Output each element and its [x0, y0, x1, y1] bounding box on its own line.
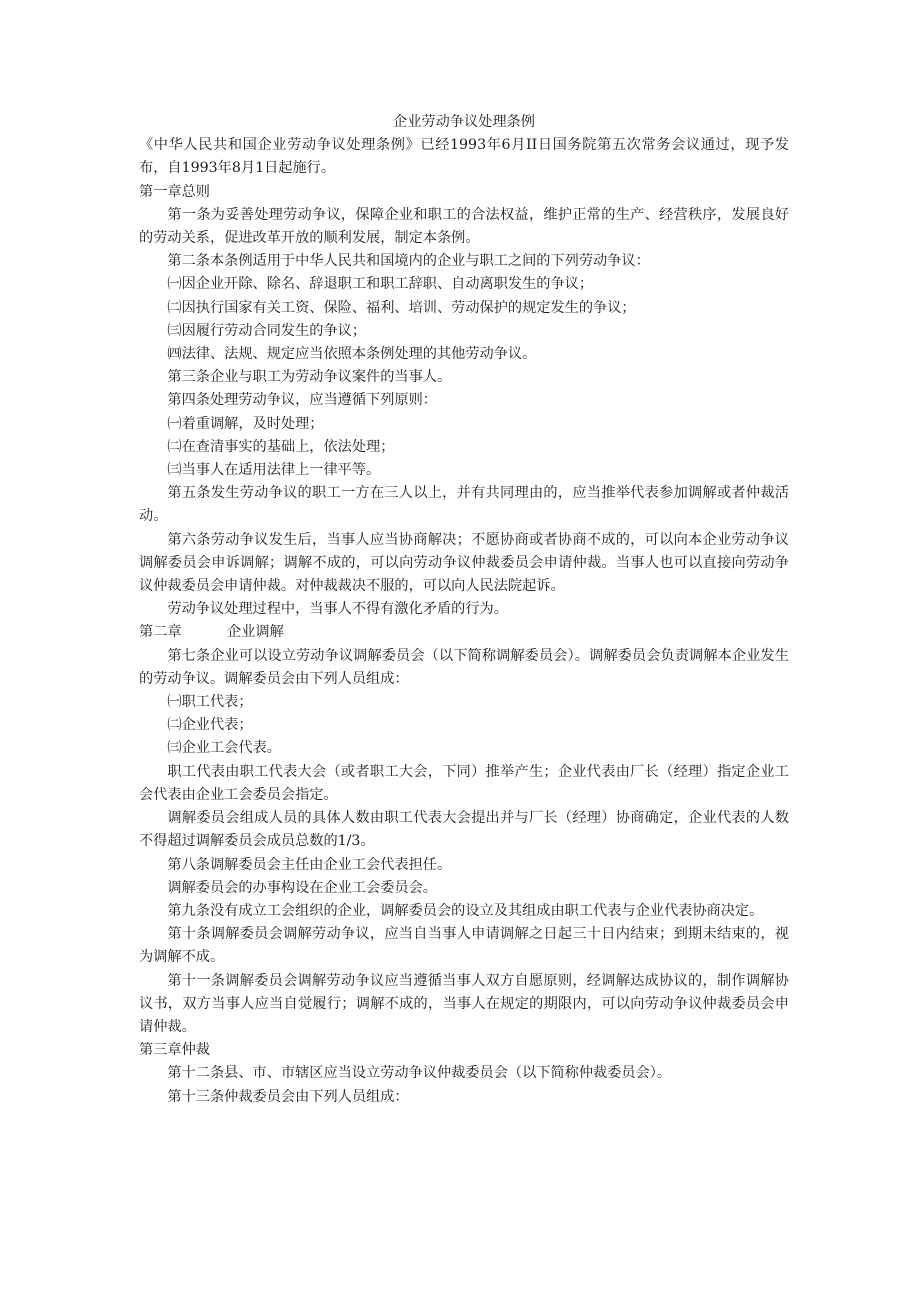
chapter-heading	[139, 621, 789, 644]
document-page	[139, 111, 789, 1109]
chapter-number: 第二章	[139, 624, 182, 641]
article-paragraph: 调解委员会组成人员的具体人数由职工代表大会提出并与厂长（经理）协商确定，企业代表的人数不得超过调解委员会成员总数的1/3。	[139, 810, 789, 850]
document-title: 企业劳动争议处理条例	[393, 114, 535, 130]
article-paragraph: ㈢当事人在适用法律上一律平等。	[167, 462, 381, 479]
article-paragraph: 劳动争议处理过程中，当事人不得有激化矛盾的行为。	[167, 601, 508, 618]
article-paragraph: 第四条处理劳动争议，应当遵循下列原则：	[167, 392, 437, 409]
article-paragraph: 第十条调解委员会调解劳动争议，应当自当事人申请调解之日起三十日内结束；到期未结束的，视为调解不成。	[139, 926, 789, 966]
article-paragraph: 第十二条县、市、市辖区应当设立劳动争议仲裁委员会（以下简称仲裁委员会）。	[167, 1065, 672, 1082]
article-paragraph: 第二条本条例适用于中华人民共和国境内的企业与职工之间的下列劳动争议：	[167, 253, 650, 270]
article-paragraph: ㈠着重调解，及时处理；	[167, 415, 324, 432]
article-paragraph: ㈢因履行劳动合同发生的争议；	[167, 322, 367, 339]
article-paragraph: 第一条为妥善处理劳动争议，保障企业和职工的合法权益，维护正常的生产、经营秩序，发展良好的劳动关系，促进改革开放的顺利发展，制定本条例。	[139, 206, 789, 247]
article-paragraph: ㈠职工代表；	[167, 694, 253, 711]
article-paragraph: 调解委员会的办事构设在企业工会委员会。	[167, 879, 437, 896]
article-paragraph: ㈡在查清事实的基础上，依法处理；	[167, 438, 395, 455]
article-paragraph: 第九条没有成立工会组织的企业，调解委员会的设立及其组成由职工代表与企业代表协商决定。	[167, 902, 764, 919]
chapter-title: 企业调解	[227, 624, 284, 641]
article-paragraph: 第十三条仲裁委员会由下列人员组成：	[167, 1088, 409, 1105]
article-paragraph: ㈢企业工会代表。	[167, 740, 281, 757]
article-paragraph: 第七条企业可以设立劳动争议调解委员会（以下简称调解委员会）。调解委员会负责调解本企业发生的劳动争议。调解委员会由下列人员组成：	[139, 647, 789, 687]
article-paragraph: ㈠因企业开除、除名、辞退职工和职工辞职、自动离职发生的争议；	[167, 276, 594, 293]
article-paragraph: 职工代表由职工代表大会（或者职工大会，下同）推举产生；企业代表由厂长（经理）指定企业工会代表由企业工会委员会指定。	[139, 763, 789, 803]
article-paragraph: ㈡企业代表；	[167, 717, 253, 734]
article-paragraph: 第六条劳动争议发生后，当事人应当协商解决；不愿协商或者协商不成的，可以向本企业劳动争议调解委员会申诉调解；调解不成的，可以向劳动争议仲裁委员会申请仲裁。当事人也可以直接向劳动争议仲裁委员会申请仲裁。对仲裁裁决不服的，可以向人民法院起诉。	[139, 531, 789, 595]
document-body	[139, 134, 789, 1109]
article-paragraph: 第八条调解委员会主任由企业工会代表担任。	[167, 856, 452, 873]
preamble-paragraph: 《中华人民共和国企业劳动争议处理条例》已经1993年6月II日国务院第五次常务会议通过，现予发布，自1993年8月1日起施行。	[139, 137, 789, 177]
chapter-heading: 第一章总则	[139, 183, 210, 200]
chapter-heading: 第三章仲裁	[139, 1042, 210, 1059]
article-paragraph: 第五条发生劳动争议的职工一方在三人以上，并有共同理由的，应当推举代表参加调解或者仲裁活动。	[139, 485, 789, 525]
article-paragraph: ㈡因执行国家有关工资、保险、福利、培训、劳动保护的规定发生的争议；	[167, 299, 636, 316]
article-paragraph: ㈣法律、法规、规定应当依照本条例处理的其他劳动争议。	[167, 346, 537, 363]
article-paragraph: 第三条企业与职工为劳动争议案件的当事人。	[167, 369, 452, 386]
article-paragraph: 第十一条调解委员会调解劳动争议应当遵循当事人双方自愿原则，经调解达成协议的，制作调解协议书，双方当事人应当自觉履行；调解不成的，当事人在规定的期限内，可以向劳动争议仲裁委员会申请仲裁。	[139, 972, 789, 1035]
